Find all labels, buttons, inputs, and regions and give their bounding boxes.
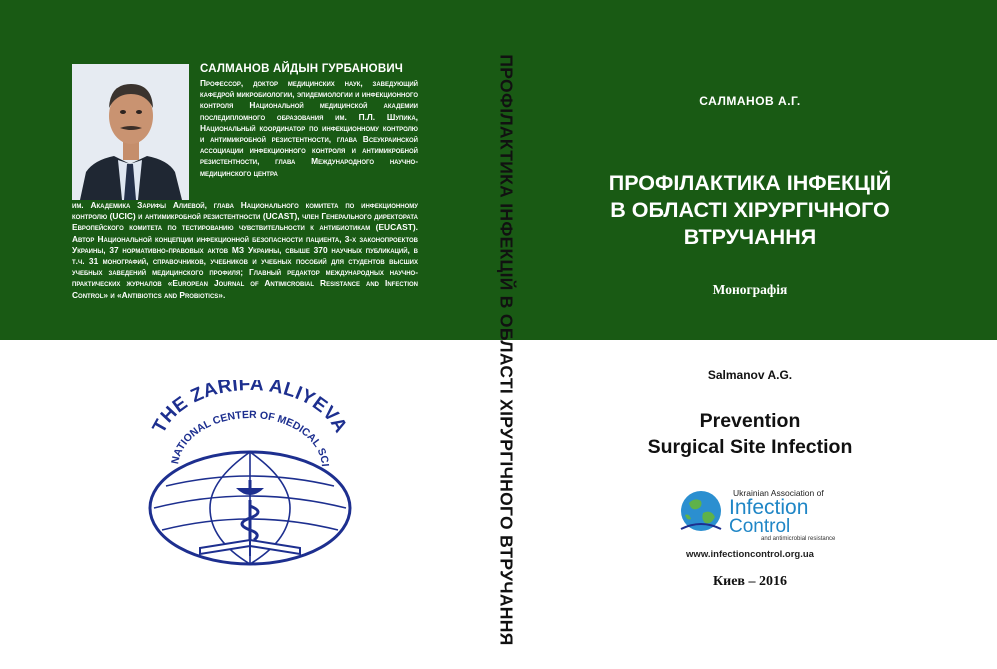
- title-ukrainian: [540, 170, 960, 251]
- title-en-line1: Prevention: [699, 410, 801, 432]
- title-english: [540, 408, 960, 460]
- author-ukrainian: САЛМАНОВ А.Г.: [699, 94, 801, 108]
- author-bio-part1: Профессор, доктор медицинских наук, заведующий кафедрой микробиологии, эпидемиологии и инфекционного контроля Национальной медицинской академии последипломного образования им. П.Л. Шупика, Национальный координатор по инфекционному контролю и антимикробной резистентности, глава Всеукраинской ассоциации инфекционного контроля и антимикробной резистентности, глава Международного научно-медицинского центра: [200, 78, 418, 178]
- book-spine: [440, 90, 498, 610]
- author-photo: [72, 64, 189, 200]
- author-portrait-icon: [72, 64, 189, 200]
- medical-science-emblem-icon: [140, 380, 360, 580]
- author-bio-part2: им. Академика Зарифы Алиевой, глава Национального комитета по инфекционному контролю (UCIC) и антимикробной резистентности (UCAST), член Генерального директората Европейского комитета по тестированию чувствительности к антибиотикам (EUCAST). Автор Национальной концепции инфекционной безопасности пациента, 3-х законопроектов Украины, 37 нормативно-правовых актов МЗ Украины, свыше 370 научных публикаций, в т.ч. 31 монографий, справочников, учебников и учебных пособий для студентов высших учебных заведений медицинского профиля; Главный редактор международных научно-практических журналов «European Journal of Antimicrobial Resistance and Infection Control» и «Antibiotics and Probiotics».: [72, 200, 418, 300]
- title-uk-line3: ВТРУЧАННЯ: [683, 225, 817, 249]
- logo-control-word: Control: [729, 516, 791, 537]
- title-uk-line1: ПРОФІЛАКТИКА ІНФЕКЦІЙ: [608, 171, 892, 195]
- logo-association-text: Ukrainian Association of: [733, 488, 824, 498]
- logo-arc-title: THE ZARIFA ALIYEVA: [148, 380, 352, 437]
- spine-title: ПРОФІЛАКТИКА ІНФЕКЦІЙ В ОБЛАСТІ ХІРУРГІЧНОГО ВТРУЧАННЯ: [496, 54, 517, 646]
- logo-arc-subtitle: NATIONAL CENTER OF MEDICAL SCI: [169, 408, 331, 468]
- title-en-line2: Surgical Site Infection: [647, 436, 853, 458]
- infection-control-association-logo: [677, 486, 836, 546]
- author-full-name: САЛМАНОВ АЙДЫН ГУРБАНОВИЧ: [200, 63, 404, 75]
- publication-place-year: Киев – 2016: [713, 574, 787, 589]
- logo-subtitle: and antimicrobial resistance: [761, 536, 836, 542]
- globe-icon: [679, 489, 723, 533]
- zarifa-aliyeva-center-logo: [140, 380, 360, 580]
- association-website: www.infectioncontrol.org.ua: [686, 549, 814, 560]
- title-uk-line2: В ОБЛАСТІ ХІРУРГІЧНОГО: [610, 198, 890, 222]
- svg-text:THE ZARIFA ALIYEVA: [149, 380, 351, 437]
- genre-label: Монографія: [712, 282, 788, 297]
- logo-infection-word: Infection: [729, 496, 809, 519]
- author-english: Salmanov A.G.: [707, 368, 793, 382]
